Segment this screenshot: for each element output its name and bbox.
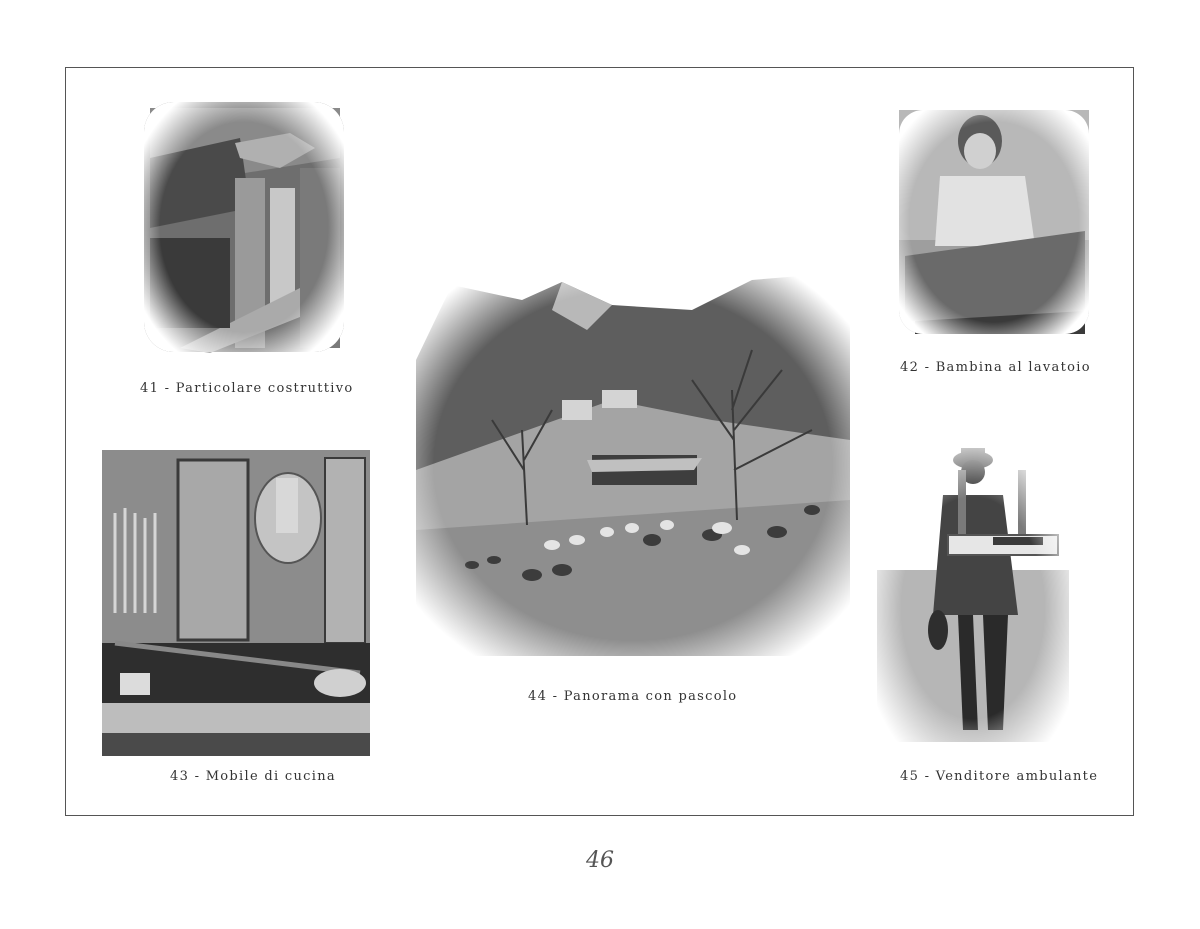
photo-panorama-pasture bbox=[412, 270, 854, 660]
caption-photo-41: 41 - Particolare costruttivo bbox=[140, 381, 354, 396]
page-number: 46 bbox=[586, 848, 614, 873]
caption-photo-45: 45 - Venditore ambulante bbox=[900, 769, 1099, 784]
photo-girl-washing bbox=[895, 106, 1093, 338]
photo-kitchen-cabinet bbox=[100, 448, 372, 758]
caption-photo-44: 44 - Panorama con pascolo bbox=[528, 689, 738, 704]
photo-street-vendor bbox=[873, 440, 1073, 746]
caption-photo-42: 42 - Bambina al lavatoio bbox=[900, 360, 1091, 375]
caption-photo-43: 43 - Mobile di cucina bbox=[170, 769, 336, 784]
photo-construction-detail bbox=[140, 98, 348, 356]
